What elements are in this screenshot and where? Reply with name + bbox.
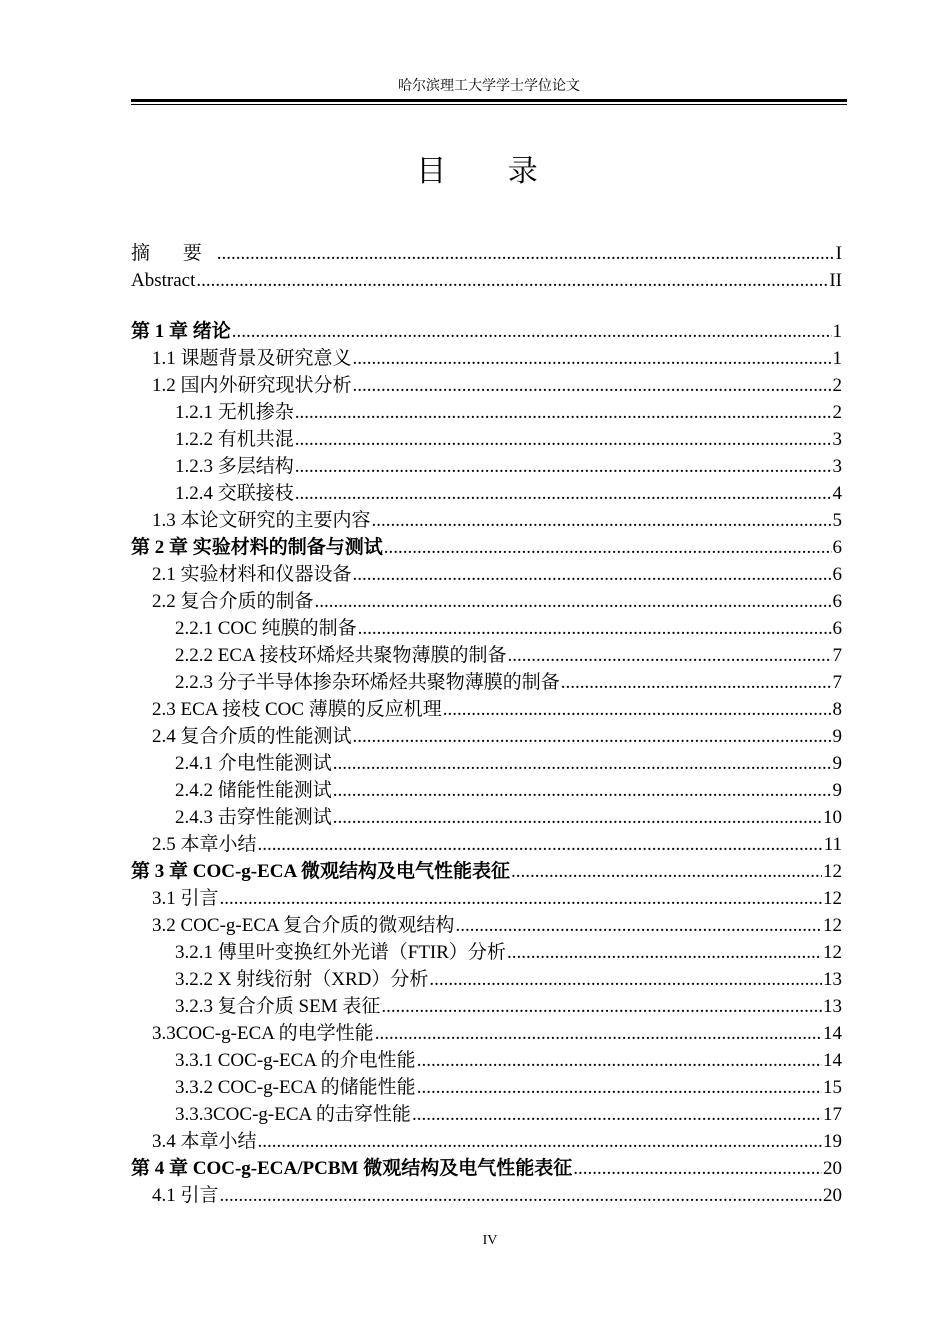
toc-entry-label: 3.2 COC-g-ECA 复合介质的微观结构 (152, 915, 455, 936)
toc-entry-page: 12 (823, 915, 842, 936)
toc-entry[interactable] (131, 588, 842, 615)
toc-leader-dots (196, 267, 828, 294)
running-header: 哈尔滨理工大学学士学位论文 (398, 79, 580, 94)
toc-entry-page: 3 (832, 429, 842, 450)
toc-entry-label: 3.2.2 X 射线衍射（XRD）分析 (175, 969, 429, 990)
toc-entry-page: 2 (832, 375, 842, 396)
toc-entry[interactable] (131, 696, 842, 723)
page-number: IV (482, 1233, 498, 1248)
toc-entry-label: 2.4.3 击穿性能测试 (175, 807, 332, 828)
toc-leader-dots (381, 993, 822, 1020)
toc-entry-label: 第 4 章 COC-g-ECA/PCBM 微观结构及电气性能表征 (131, 1158, 573, 1179)
toc-leader-dots (511, 858, 822, 885)
toc-entry-page: 1 (832, 348, 842, 369)
toc-entry-label: 1.1 课题背景及研究意义 (152, 348, 352, 369)
toc-entry-label: 第 3 章 COC-g-ECA 微观结构及电气性能表征 (131, 861, 510, 882)
page-title: 目 录 (416, 154, 564, 189)
toc-chapter-list (131, 318, 842, 1209)
toc-entry-label: Abstract (131, 270, 196, 291)
toc-leader-dots (384, 534, 832, 561)
toc-entry-label: 3.3.3COC-g-ECA 的击穿性能 (175, 1104, 411, 1125)
toc-entry[interactable] (131, 1020, 842, 1047)
toc-entry[interactable] (131, 345, 842, 372)
toc-entry-label: 3.1 引言 (152, 888, 219, 909)
toc-entry-page: 3 (832, 456, 842, 477)
toc-entry[interactable] (131, 939, 842, 966)
toc-leader-dots (455, 912, 822, 939)
header-rule-thick (131, 99, 847, 102)
toc-leader-dots (443, 696, 832, 723)
toc-leader-dots (217, 240, 835, 267)
toc-entry[interactable] (131, 642, 842, 669)
toc-entry-label: 第 1 章 绪论 (131, 321, 231, 342)
toc-leader-dots (358, 615, 832, 642)
toc-entry-page: 9 (832, 780, 842, 801)
toc-entry-label: 1.2.4 交联接枝 (175, 483, 294, 504)
toc-entry[interactable] (131, 399, 842, 426)
toc-entry-page: 9 (832, 753, 842, 774)
toc-spacer (131, 294, 842, 318)
toc-entry-label: 2.4.1 介电性能测试 (175, 753, 332, 774)
toc-entry[interactable] (131, 372, 842, 399)
toc-entry-page: 10 (823, 807, 842, 828)
toc-entry[interactable] (131, 669, 842, 696)
toc-entry-page: 12 (823, 861, 842, 882)
toc-leader-dots (353, 372, 832, 399)
toc-leader-dots (353, 561, 832, 588)
toc-leader-dots (353, 723, 832, 750)
toc-entry[interactable] (131, 1047, 842, 1074)
toc-leader-dots (429, 966, 822, 993)
toc-entry-page: 7 (832, 672, 842, 693)
toc-entry-label: 3.3.2 COC-g-ECA 的储能性能 (175, 1077, 416, 1098)
toc-entry-label: 2.4.2 储能性能测试 (175, 780, 332, 801)
toc-entry[interactable] (131, 561, 842, 588)
toc-entry-page: 20 (823, 1185, 842, 1206)
toc-entry[interactable] (131, 858, 842, 885)
toc-entry-page: I (835, 243, 842, 264)
toc-leader-dots (295, 453, 832, 480)
toc-leader-dots (315, 588, 832, 615)
toc-entry[interactable] (131, 480, 842, 507)
toc-entry-page: 11 (823, 834, 842, 855)
toc-entry[interactable] (131, 750, 842, 777)
toc-entry-label: 2.2.1 COC 纯膜的制备 (175, 618, 357, 639)
toc-entry[interactable] (131, 1074, 842, 1101)
toc-entry[interactable] (131, 318, 842, 345)
toc-entry-page: 14 (823, 1050, 842, 1071)
toc-leader-dots (507, 939, 822, 966)
toc-entry-label: 4.1 引言 (152, 1185, 219, 1206)
toc-entry-page: 8 (832, 699, 842, 720)
toc-entry-page: 17 (823, 1104, 842, 1125)
toc-entry-page: 4 (832, 483, 842, 504)
toc-entry-label: 1.2.1 无机掺杂 (175, 402, 294, 423)
toc-entry-label: 3.2.3 复合介质 SEM 表征 (175, 996, 381, 1017)
toc-entry-label: 2.3 ECA 接枝 COC 薄膜的反应机理 (152, 699, 442, 720)
toc-entry[interactable] (131, 777, 842, 804)
toc-entry-page: 13 (823, 996, 842, 1017)
toc-entry-label: 3.2.1 傅里叶变换红外光谱（FTIR）分析 (175, 942, 506, 963)
toc-entry-label: 2.5 本章小结 (152, 834, 257, 855)
toc-entry[interactable] (131, 966, 842, 993)
toc-entry-label: 1.3 本论文研究的主要内容 (152, 510, 371, 531)
toc-leader-dots (417, 1074, 822, 1101)
toc-entry-page: 12 (823, 888, 842, 909)
toc-entry-page: 6 (832, 591, 842, 612)
toc-leader-dots (333, 804, 822, 831)
toc-entry[interactable] (131, 1128, 842, 1155)
toc-entry-abstract-en[interactable] (131, 267, 842, 294)
toc-entry-page: 2 (832, 402, 842, 423)
toc-entry-label: 2.2.2 ECA 接枝环烯烃共聚物薄膜的制备 (175, 645, 507, 666)
toc-leader-dots (258, 831, 823, 858)
toc-leader-dots (372, 507, 832, 534)
toc-leader-dots (295, 399, 832, 426)
toc-entry[interactable] (131, 885, 842, 912)
toc-entry-page: 6 (832, 618, 842, 639)
toc-entry-page: 12 (823, 942, 842, 963)
toc-entry-page: 19 (823, 1131, 842, 1152)
toc-entry[interactable] (131, 1101, 842, 1128)
toc-entry-page: 6 (832, 537, 842, 558)
toc-leader-dots (561, 669, 832, 696)
toc-entry-page: 14 (823, 1023, 842, 1044)
toc-entry[interactable] (131, 507, 842, 534)
toc-entry-page: 1 (832, 321, 842, 342)
toc-entry[interactable] (131, 426, 842, 453)
header-rule-thin (131, 104, 847, 105)
toc-leader-dots (375, 1020, 822, 1047)
toc-entry-page: 5 (832, 510, 842, 531)
toc-leader-dots (573, 1155, 822, 1182)
toc-entry-page: 15 (823, 1077, 842, 1098)
toc-entry[interactable] (131, 453, 842, 480)
toc-entry[interactable] (131, 831, 842, 858)
toc-leader-dots (220, 885, 822, 912)
toc-entry[interactable] (131, 615, 842, 642)
toc-leader-dots (295, 426, 832, 453)
toc-entry-page: 13 (823, 969, 842, 990)
toc-entry-label: 2.4 复合介质的性能测试 (152, 726, 352, 747)
toc-leader-dots (295, 480, 832, 507)
toc-entry-page: 7 (832, 645, 842, 666)
toc-entry-page: 9 (832, 726, 842, 747)
toc-entry-label: 2.1 实验材料和仪器设备 (152, 564, 352, 585)
toc-leader-dots (507, 642, 831, 669)
toc-leader-dots (232, 318, 832, 345)
toc-leader-dots (258, 1128, 822, 1155)
toc-leader-dots (220, 1182, 822, 1209)
toc-entry[interactable] (131, 723, 842, 750)
toc-entry[interactable] (131, 804, 842, 831)
toc-entry[interactable] (131, 993, 842, 1020)
toc-leader-dots (353, 345, 832, 372)
toc-entry-label: 1.2 国内外研究现状分析 (152, 375, 352, 396)
toc-entry-page: II (829, 270, 842, 291)
toc-entry[interactable] (131, 1155, 842, 1182)
toc-entry-label: 3.3.1 COC-g-ECA 的介电性能 (175, 1050, 416, 1071)
toc-entry[interactable] (131, 912, 842, 939)
toc-leader-dots (412, 1101, 822, 1128)
toc-entry-label: 2.2.3 分子半导体掺杂环烯烃共聚物薄膜的制备 (175, 672, 560, 693)
toc-entry-label: 3.3COC-g-ECA 的电学性能 (152, 1023, 374, 1044)
toc-entry-label: 摘 要 (131, 243, 216, 264)
toc-entry-abstract-cn[interactable] (131, 240, 842, 267)
toc-entry-label: 第 2 章 实验材料的制备与测试 (131, 537, 383, 558)
toc-entry-label: 2.2 复合介质的制备 (152, 591, 314, 612)
toc-leader-dots (417, 1047, 822, 1074)
toc-leader-dots (333, 750, 832, 777)
toc-entry-label: 1.2.3 多层结构 (175, 456, 294, 477)
toc-entry-label: 3.4 本章小结 (152, 1131, 257, 1152)
toc-entry[interactable] (131, 1182, 842, 1209)
toc-entry-page: 6 (832, 564, 842, 585)
toc-entry-page: 20 (823, 1158, 842, 1179)
toc-entry[interactable] (131, 534, 842, 561)
table-of-contents (131, 240, 842, 1209)
toc-leader-dots (333, 777, 832, 804)
toc-entry-label: 1.2.2 有机共混 (175, 429, 294, 450)
